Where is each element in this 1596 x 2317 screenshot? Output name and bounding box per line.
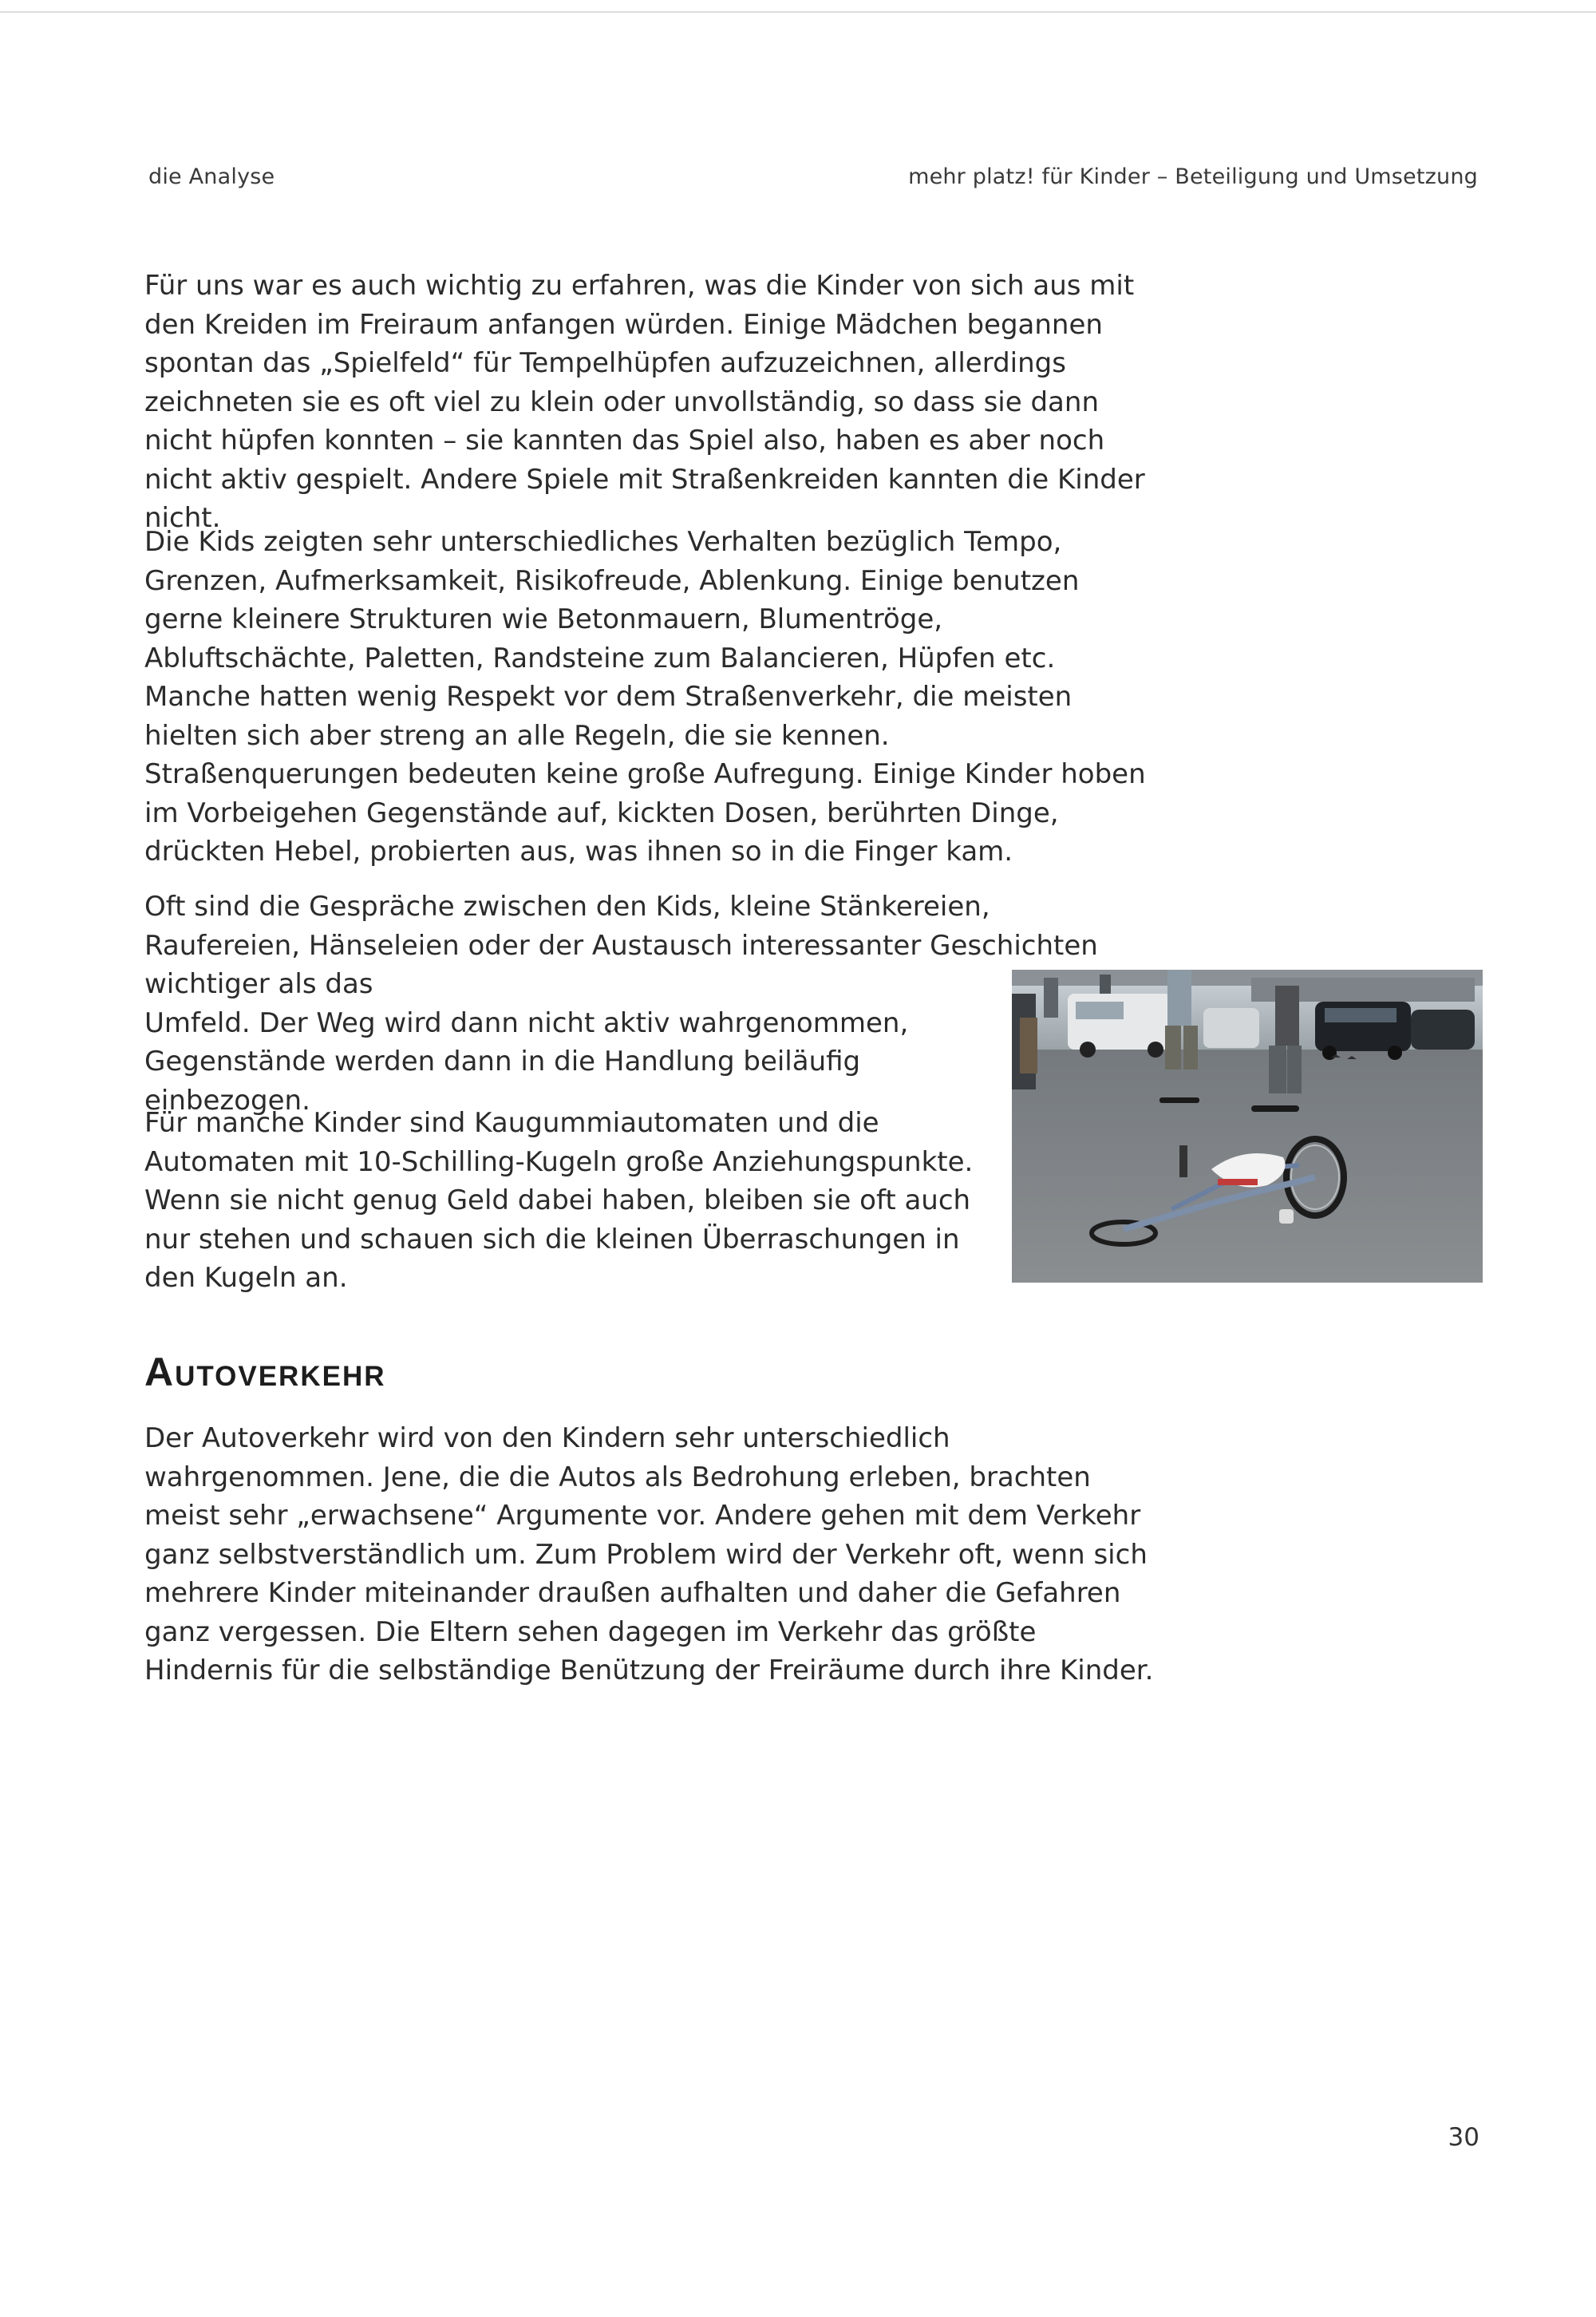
paragraph-chalk-games: Für uns war es auch wichtig zu erfahren, was die Kinder von sich aus mit den Kreiden im Freiraum anfangen würden. Einige Mädchen begannen spontan das „Spielfeld“ für Tempelhüpfen aufzuzeichnen, allerdings zeichneten sie es oft viel zu klein oder unvollständig, so dass sie dann nicht hüpfen konnten – sie kannten das Spiel also, haben es aber noch nicht aktiv gespielt. Andere Spiele mit Straßenkreiden kannten die Kinder nicht. bbox=[144, 270, 1145, 534]
running-header-left: die Analyse bbox=[148, 164, 275, 189]
page-number: 30 bbox=[1448, 2123, 1479, 2152]
paragraph-vending-machines: Für manche Kinder sind Kaugummiautomaten und die Automaten mit 10-Schilling-Kugeln große Anziehungspunkte. Wenn sie nicht genug Geld dabei haben, bleiben sie oft auch nur stehen und schauen sich die kleinen Überraschungen in den Kugeln an. bbox=[144, 1107, 974, 1294]
paragraph-behaviour: Die Kids zeigten sehr unterschiedliches Verhalten bezüglich Tempo, Grenzen, Aufmerksamkeit, Risikofreude, Ablenkung. Einige benutzen gerne kleinere Strukturen wie Betonmauern, Blumentröge, Abluftschächte, Paletten, Randsteine zum Balancieren, Hüpfen etc. Manche hatten wenig Respekt vor dem Straßenverkehr, die meisten hielten sich aber streng an alle Regeln, die sie kennen. Straßenquerungen bedeuten keine große Aufregung. Einige Kinder hoben im Vorbeigehen Gegenstände auf, kickten Dosen, berührten Dinge, drückten Hebel, probierten aus, was ihnen so in die Finger kam. bbox=[144, 526, 1146, 868]
running-header-right: mehr platz! für Kinder – Beteiligung und Umsetzung bbox=[908, 164, 1478, 189]
paragraph-conversations: Oft sind die Gespräche zwischen den Kids, kleine Stänkereien, Raufereien, Hänseleien oder der Austausch interessanter Geschichten wichtiger als das Umfeld. Der Weg wird dann nicht aktiv wahrgenommen, Gegenstände werden dann in die Handlung beiläufig einbezogen. bbox=[144, 888, 1150, 1120]
street-photo bbox=[1012, 970, 1483, 1283]
section-heading: Autoverkehr bbox=[144, 1350, 386, 1394]
top-rule bbox=[0, 11, 1596, 13]
paragraph-conversations-cont: Umfeld. Der Weg wird dann nicht aktiv wahrgenommen, Gegenstände werden dann in die Handlung beiläufig einbezogen. bbox=[144, 1006, 909, 1117]
paragraph-traffic: Der Autoverkehr wird von den Kindern sehr unterschiedlich wahrgenommen. Jene, die die Autos als Bedrohung erleben, brachten meist sehr „erwachsene“ Argumente vor. Andere gehen mit dem Verkehr ganz selbstverständlich um. Zum Problem wird der Verkehr oft, wenn sich mehrere Kinder miteinander draußen aufhalten und daher die Gefahren ganz vergessen. Die Eltern sehen dagegen im Verkehr das größte Hindernis für die selbständige Benützung der Freiräume durch ihre Kinder. bbox=[144, 1422, 1154, 1686]
